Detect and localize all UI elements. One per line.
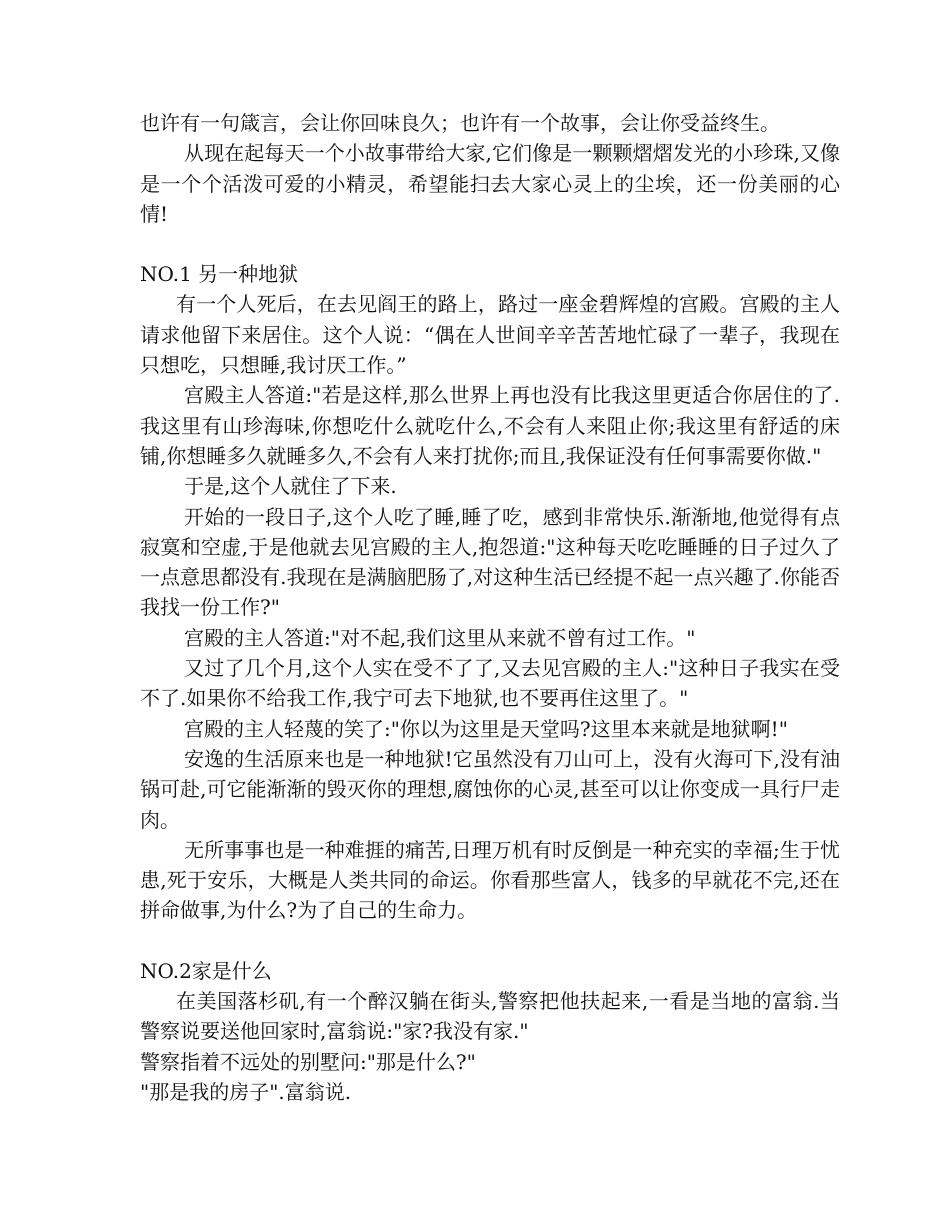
- story-2-paragraph: 在美国落杉矶,有一个醉汉躺在街头,警察把他扶起来,一看是当地的富翁.当警察说要送他回家时,富翁说:"家?我没有家.": [140, 989, 840, 1044]
- section-gap: [140, 926, 840, 956]
- document-body: [140, 108, 840, 1107]
- intro-paragraph-2: 从现在起每天一个小故事带给大家,它们像是一颗颗熠熠发光的小珍珠,又像是一个个活泼可爱的小精灵，希望能扫去大家心灵上的尘埃，还一份美丽的心情!: [140, 141, 840, 226]
- story-1-paragraph: 于是,这个人就住了下来.: [184, 474, 397, 499]
- story-1-paragraph: 无所事事也是一种难捱的痛苦,日理万机有时反倒是一种充实的幸福;生于忧患,死于安乐，大概是人类共同的命运。你看那些富人，钱多的早就花不完,还在拼命做事,为什么?为了自己的生命力。: [140, 837, 840, 923]
- story-1-paragraph: 又过了几个月,这个人实在受不了了,又去见宫殿的主人:"这种日子我实在受不了.如果你不给我工作,我宁可去下地狱,也不要再住这里了。": [140, 656, 840, 711]
- story-1-paragraph: 宫殿的主人答道:"对不起,我们这里从来就不曾有过工作。": [184, 625, 696, 650]
- intro-paragraph-1: 也许有一句箴言，会让你回味良久；也许有一个故事，会让你受益终生。: [140, 111, 780, 135]
- story-2-paragraph: 警察指着不远处的别墅问:"那是什么?": [140, 1049, 476, 1074]
- section-gap: [140, 229, 840, 259]
- story-1-paragraph: 开始的一段日子,这个人吃了睡,睡了吃，感到非常快乐.渐渐地,他觉得有点寂寞和空虚,于是他就去见宫殿的主人,抱怨道:"这种每天吃吃睡睡的日子过久了一点意思都没有.我现在是满脑肥肠了,对这种生活已经提不起一点兴趣了.你能否我找一份工作?": [140, 504, 840, 620]
- story-1-paragraph: 宫殿的主人轻蔑的笑了:"你以为这里是天堂吗?这里本来就是地狱啊!": [184, 716, 788, 741]
- story-2-title: NO.2家是什么: [140, 958, 272, 983]
- story-1-title: NO.1 另一种地狱: [140, 262, 299, 287]
- story-1-paragraph: 安逸的生活原来也是一种地狱!它虽然没有刀山可上，没有火海可下,没有油锅可赴,可它能渐渐的毁灭你的理想,腐蚀你的心灵,甚至可以让你变成一具行尸走肉。: [140, 746, 840, 832]
- story-2-paragraph: "那是我的房子".富翁说.: [140, 1079, 352, 1104]
- story-1-paragraph: 有一个人死后，在去见阎王的路上，路过一座金碧辉煌的宫殿。宫殿的主人请求他留下来居住。这个人说：“偶在人世间辛辛苦苦地忙碌了一辈子，我现在只想吃，只想睡,我讨厌工作。”: [140, 292, 840, 378]
- story-1-paragraph: 宫殿主人答道:"若是这样,那么世界上再也没有比我这里更适合你居住的了.我这里有山珍海味,你想吃什么就吃什么,不会有人来阻止你;我这里有舒适的床铺,你想睡多久就睡多久,不会有人来打扰你;而且,我保证没有任何事需要你做.": [140, 383, 840, 468]
